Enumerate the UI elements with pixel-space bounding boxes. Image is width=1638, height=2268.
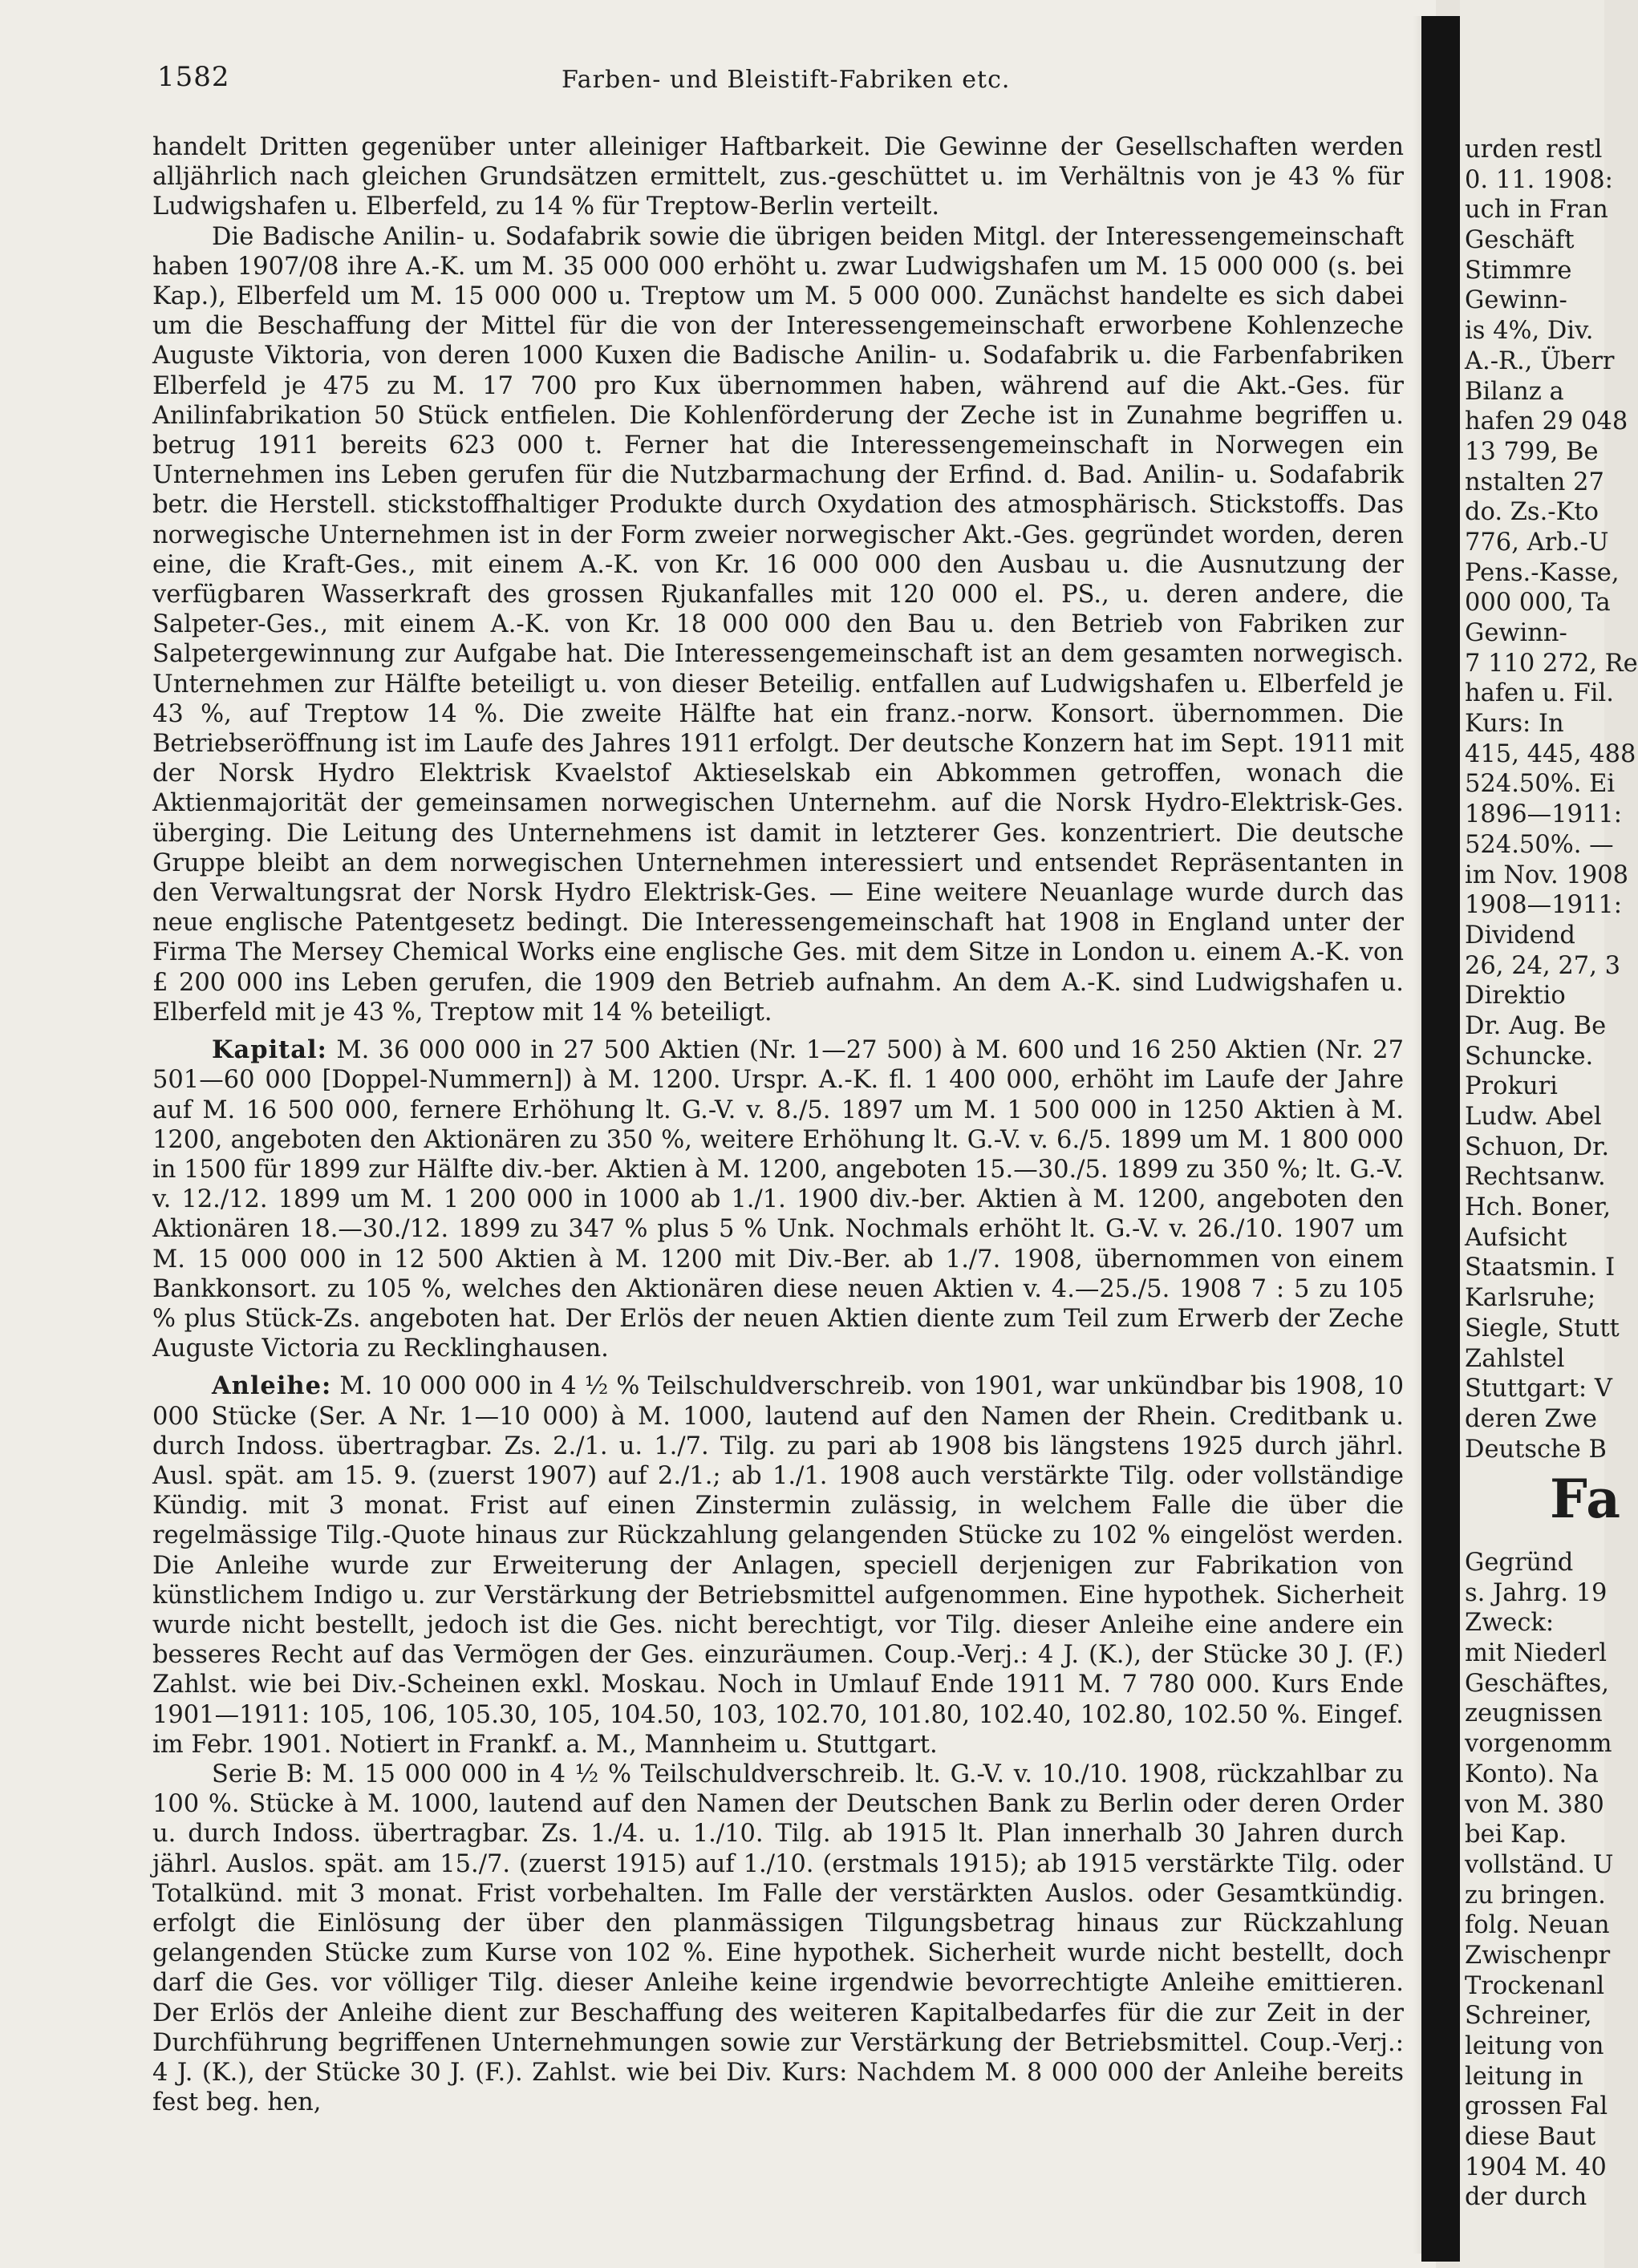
right-page-line: Konto). Na (1465, 1760, 1599, 1788)
right-page-line: von M. 380 (1465, 1790, 1604, 1819)
right-page-line: urden restl (1465, 136, 1603, 164)
right-page-line: Stimmre (1465, 256, 1572, 285)
right-page-line: Deutsche B (1465, 1435, 1607, 1464)
right-page-line: nstalten 27 (1465, 468, 1604, 496)
right-page-line: 0. 11. 1908: (1465, 165, 1613, 194)
right-page-line: 1896—1911: (1465, 800, 1623, 829)
right-page-line: Ludw. Abel (1465, 1103, 1602, 1131)
right-page-line: im Nov. 1908 (1465, 861, 1629, 889)
right-page-line: Gewinn- (1465, 619, 1567, 647)
right-page-line: Bilanz a (1465, 377, 1564, 406)
right-page-line: s. Jahrg. 19 (1465, 1578, 1608, 1607)
right-page-line: zeugnissen (1465, 1699, 1603, 1728)
right-page-line: 776, Arb.-U (1465, 528, 1609, 557)
right-page-line: Siegle, Stutt (1465, 1314, 1620, 1343)
right-page-line: mit Niederl (1465, 1639, 1608, 1668)
right-page-line: Schuon, Dr. (1465, 1132, 1610, 1161)
right-page-line: Pens.-Kasse, (1465, 558, 1620, 587)
right-page-line: bei Kap. (1465, 1820, 1567, 1849)
kapital-section (152, 1035, 1404, 1363)
anleihe-section (152, 1371, 1404, 1760)
right-page-line: Prokuri (1465, 1072, 1558, 1101)
right-page-line: Staatsmin. I (1465, 1253, 1616, 1282)
running-title: Farben- und Bleistift-Fabriken etc. (562, 66, 1011, 94)
right-page-line: 524.50%. — (1465, 830, 1614, 859)
serie-b-section (152, 1760, 1404, 2117)
right-page-line: der durch (1465, 2183, 1587, 2212)
right-page-line: Geschäftes, (1465, 1669, 1609, 1698)
right-page-line: 1904 M. 40 (1465, 2153, 1607, 2181)
anleihe-text: M. 10 000 000 in 4 ½ % Teilschuldverschreib. von 1901, war unkündbar bis 1908, 10 000 Stücke (Ser. A Nr. 1—10 000) à M. 1000, lautend auf den Namen der Rhein. Creditbank u. durch Indoss. übertragbar. Zs. 2./1. u. 1./7. Tilg. zu pari ab 1908 bis längstens 1925 durch jährl. Ausl. spät. am 15. 9. (zuerst 1907) auf 2./1.; ab 1./1. 1908 auch verstärkte Tilg. oder vollständige Kündig. mit 3 monat. Frist auf einen Zinstermin zulässig, in welchem Falle die über die regelmässige Tilg.-Quote hinaus zur Rückzahlung gelangenden Stücke zu 102 % eingelöst werden. Die Anleihe wurde zur Erweiterung der Anlagen, speciell derjenigen zur Fabrikation von künstlichem Indigo u. zur Verstärkung der Betriebsmittel aufgenommen. Eine hypothek. Sicherheit wurde nicht bestellt, jedoch ist die Ges. nicht berechtigt, vor Tilg. dieser Anleihe eine andere ein besseres Recht auf das Vermögen der Ges. einzuräumen. Coup.-Verj.: 4 J. (K.), der Stücke 30 J. (F.) Zahlst. wie bei Div.-Scheinen exkl. Moskau. Noch in Umlauf Ende 1911 M. 7 780 000. Kurs Ende 1901—1911: 105, 106, 105.30, 105, 104.50, 103, 102.70, 101.80, 102.40, 102.80, 102.50 %. Eingef. im Febr. 1901. Notiert in Frankf. a. M., Mannheim u. Stuttgart. (152, 1372, 1404, 1759)
right-page-line: Schreiner, (1465, 2002, 1592, 2031)
right-page-line: zu bringen. (1465, 1881, 1606, 1910)
right-page-line: leitung von (1465, 2032, 1604, 2060)
right-page-line: Gewinn- (1465, 286, 1567, 315)
right-page-line: Kurs: In (1465, 710, 1564, 739)
right-page-heading: Fa (1550, 1468, 1623, 1530)
right-page-line: Zwischenpr (1465, 1941, 1611, 1970)
kapital-label: Kapital: (212, 1035, 327, 1065)
right-page-line: 7 110 272, Re (1465, 649, 1638, 678)
right-page-line: vollständ. U (1465, 1850, 1614, 1879)
right-page-line: folg. Neuan (1465, 1911, 1610, 1940)
paragraph-continuation: handelt Dritten gegenüber unter alleiniger Haftbarkeit. Die Gewinne der Gesellschaften werden alljährlich nach gleichen Grundsätzen ermittelt, zus.-geschüttet u. im Verhältnis von je 43 % für Ludwigshafen u. Elberfeld, zu 14 % für Treptow-Berlin verteilt. (152, 133, 1404, 221)
right-page-fragment (1460, 0, 1638, 2268)
right-page-line: Zahlstel (1465, 1344, 1565, 1373)
body-text (152, 132, 1404, 2117)
right-page-line: A.-R., Überr (1465, 346, 1615, 375)
right-page-line: vorgenomm (1465, 1730, 1612, 1759)
right-page-lower-lines (1465, 1548, 1613, 2213)
right-page-line: Rechtsanw. (1465, 1163, 1606, 1192)
paragraph-interessengemeinschaft: Die Badische Anilin- u. Sodafabrik sowie die übrigen beiden Mitgl. der Interessengemeinschaft haben 1907/08 ihre A.-K. um M. 35 000 000 erhöht u. zwar Ludwigshafen um M. 15 000 000 (s. bei Kap.), Elberfeld um M. 15 000 000 u. Treptow um M. 5 000 000. Zunächst handelte es sich dabei um die Beschaffung der Mittel für die von der Interessengemeinschaft erworbene Kohlenzeche Auguste Viktoria, von deren 1000 Kuxen die Badische Anilin- u. Sodafabrik u. die Farbenfabriken Elberfeld je 475 zu M. 17 700 pro Kux übernommen haben, während auf die Akt.-Ges. für Anilinfabrikation 50 Stück entfielen. Die Kohlenförderung der Zeche ist in Zunahme begriffen u. betrug 1911 bereits 623 000 t. Ferner hat die Interessengemeinschaft in Norwegen ein Unternehmen ins Leben gerufen für die Nutzbarmachung der Erfind. d. Bad. Anilin- u. Sodafabrik betr. die Herstell. stickstoffhaltiger Produkte durch Oxydation des atmosphärisch. Stickstoffs. Das norwegische Unternehmen ist in der Form zweier norwegischer Akt.-Ges. gegründet worden, deren eine, die Kraft-Ges., mit einem A.-K. von Kr. 16 000 000 den Ausbau u. die Ausnutzung der verfügbaren Wasserkraft des grossen Rjukanfalles mit 120 000 el. PS., u. deren andere, die Salpeter-Ges., mit einem A.-K. von Kr. 18 000 000 den Bau u. den Betrieb von Fabriken zur Salpetergewinnung zur Aufgabe hat. Die Interessengemeinschaft ist an dem gesamten norwegisch. Unternehmen zur Hälfte beteiligt u. von dieser Beteilig. entfallen auf Ludwigshafen u. Elberfeld je 43 %, auf Treptow 14 %. Die zweite Hälfte hat ein franz.-norw. Konsort. übernommen. Die Betriebseröffnung ist im Laufe des Jahres 1911 erfolgt. Der deutsche Konzern hat im Sept. 1911 mit der Norsk Hydro Elektrisk Kvaelstof Aktieselskab ein Abkommen getroffen, wonach die Aktienmajorität der gemeinsamen norwegischen Unternehm. auf die Norsk Hydro-Elektrisk-Ges. überging. Die Leitung des Unternehmens ist damit in letzterer Ges. konzentriert. Die deutsche Gruppe bleibt an dem norwegischen Unternehmen interessiert und entsendet Repräsentanten in den Verwaltungsrat der Norsk Hydro Elektrisk-Ges. — Eine weitere Neuanlage wurde durch das neue englische Patentgesetz bedingt. Die Interessengemeinschaft hat 1908 in England unter der Firma The Mersey Chemical Works eine englische Ges. mit dem Sitze in London u. einem A.-K. von £ 200 000 ins Leben gerufen, die 1909 den Betrieb aufnahm. An dem A.-K. sind Ludwigshafen u. Elberfeld mit je 43 %, Treptow mit 14 % beteiligt. (152, 222, 1404, 1027)
right-page-line: Hch. Boner, (1465, 1193, 1612, 1222)
right-page-line: hafen u. Fil. (1465, 679, 1614, 708)
right-page-line: Gegründ (1465, 1549, 1574, 1577)
right-page-line: diese Baut (1465, 2123, 1596, 2152)
right-page-lines (1465, 135, 1638, 1464)
right-page-line: Geschäft (1465, 226, 1575, 255)
anleihe-label: Anleihe: (212, 1371, 332, 1401)
right-page-line: 415, 445, 488 (1465, 739, 1636, 768)
right-page-line: 524.50%. Ei (1465, 770, 1616, 799)
right-page-line: 1908—1911: (1465, 891, 1623, 920)
right-page-line: 000 000, Ta (1465, 589, 1611, 618)
book-spine (1421, 16, 1460, 2262)
right-page-line: deren Zwe (1465, 1404, 1597, 1433)
kapital-text: M. 36 000 000 in 27 500 Aktien (Nr. 1—27 500) à M. 600 und 16 250 Aktien (Nr. 27 501—60 000 [Doppel-Nummern]) à M. 1200. Urspr. A.-K. fl. 1 400 000, erhöht im Laufe der Jahre auf M. 16 500 000, fernere Erhöhung lt. G.-V. v. 8./5. 1897 um M. 1 500 000 in 1250 Aktien à M. 1200, angeboten den Aktionären zu 350 %, weitere Erhöhung lt. G.-V. v. 6./5. 1899 um M. 1 800 000 in 1500 für 1899 zur Hälfte div.-ber. Aktien à M. 1200, angeboten 15.—30./5. 1899 zu 350 %; lt. G.-V. v. 12./12. 1899 um M. 1 200 000 in 1000 ab 1./1. 1900 div.-ber. Aktien à M. 1200, angeboten den Aktionären 18.—30./12. 1899 zu 347 % plus 5 % Unk. Nochmals erhöht lt. G.-V. v. 26./10. 1907 um M. 15 000 000 in 12 500 Aktien à M. 1200 mit Div.-Ber. ab 1./7. 1908, übernommen von einem Bankkonsort. zu 105 %, welches den Aktionären diese neuen Aktien v. 4.—25./5. 1908 7 : 5 zu 105 % plus Stück-Zs. angeboten hat. Der Erlös der neuen Aktien diente zum Teil zum Erwerb der Zeche Auguste Victoria zu Recklinghausen. (152, 1036, 1404, 1363)
right-page-line: Trockenanl (1465, 1971, 1605, 2000)
right-page-line: Stuttgart: V (1465, 1375, 1612, 1403)
serie-b-text: Serie B: M. 15 000 000 in 4 ½ % Teilschuldverschreib. lt. G.-V. v. 10./10. 1908, rückzahlbar zu 100 %. Stücke à M. 1000, lautend auf den Namen der Deutschen Bank zu Berlin oder deren Order u. durch Indoss. übertragbar. Zs. 1./4. u. 1./10. Tilg. ab 1915 lt. Plan innerhalb 30 Jahren durch jährl. Auslos. spät. am 15./7. (zuerst 1915) auf 1./10. (erstmals 1915); ab 1915 verstärkte Tilg. oder Totalkünd. mit 3 monat. Frist vorbehalten. Im Falle der verstärkten Auslos. oder Gesamtkündig. erfolgt die Einlösung der über den planmässigen Tilgungsbetrag hinaus zur Rückzahlung gelangenden Stücke zum Kurse von 102 %. Eine hypothek. Sicherheit wurde nicht bestellt, doch darf die Ges. vor völliger Tilg. dieser Anleihe keine irgendwie bevorrechtigte Anleihe emittieren. Der Erlös der Anleihe dient zur Beschaffung des weiteren Kapitalbedarfes für die zur Zeit in der Durchführung begriffenen Unternehmungen sowie zur Verstärkung der Betriebsmittel. Coup.-Verj.: 4 J. (K.), der Stücke 30 J. (F.). Zahlst. wie bei Div. Kurs: Nachdem M. 8 000 000 der Anleihe bereits fest beg. hen, (152, 1760, 1404, 2117)
right-page-line: Karlsruhe; (1465, 1284, 1596, 1313)
right-page-line: 13 799, Be (1465, 437, 1599, 466)
page-number: 1582 (157, 61, 230, 93)
right-page-line: do. Zs.-Kto (1465, 498, 1599, 527)
right-page-line: Aufsicht (1465, 1223, 1567, 1252)
right-page-line: Dr. Aug. Be (1465, 1011, 1607, 1040)
right-page-line: Zweck: (1465, 1609, 1555, 1638)
right-page-line: 26, 24, 27, 3 (1465, 951, 1621, 980)
right-page-line: grossen Fal (1465, 2092, 1608, 2121)
right-page-line: Dividend (1465, 921, 1575, 950)
right-page-line: leitung in (1465, 2062, 1583, 2091)
right-page-line: Schuncke. (1465, 1042, 1594, 1071)
right-page-line: uch in Fran (1465, 196, 1608, 225)
right-page-line: is 4%, Div. (1465, 317, 1594, 346)
right-page-line: Direktio (1465, 982, 1566, 1010)
right-page-line: hafen 29 048 (1465, 407, 1628, 436)
